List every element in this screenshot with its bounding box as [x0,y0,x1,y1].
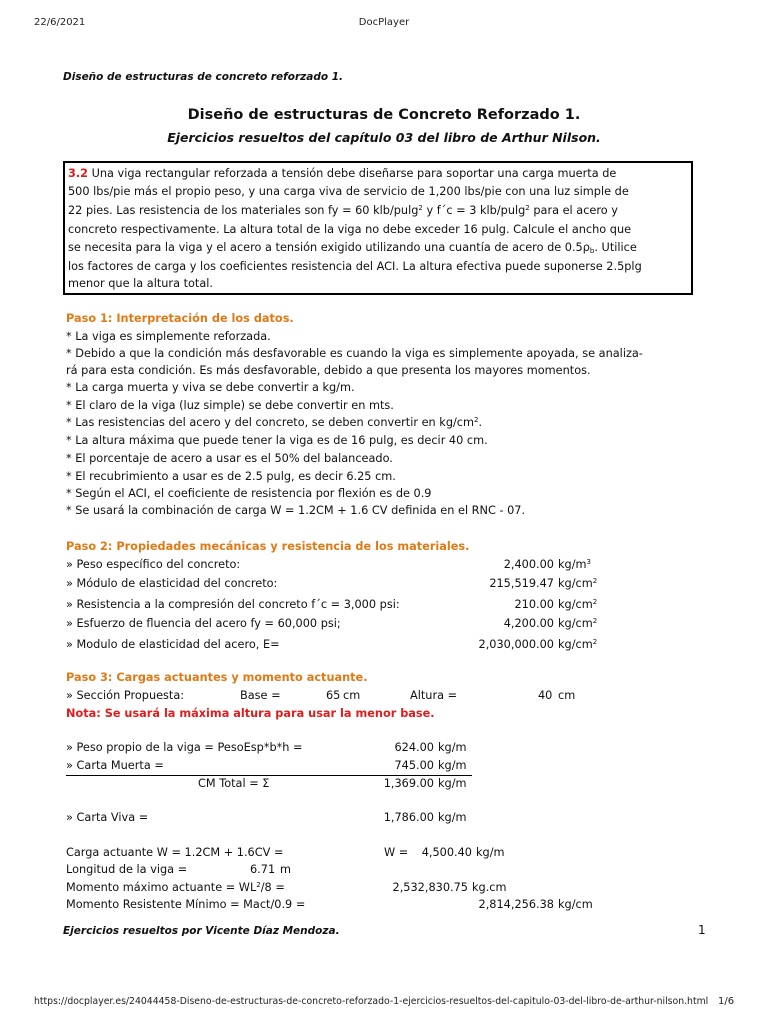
paso1-item: * Según el ACI, el coeficiente de resistencia por flexión es de 0.9 [66,487,432,500]
seccion-label: » Sección Propuesta: [66,689,185,702]
w-label: W = [384,846,409,859]
paso2-heading: Paso 2: Propiedades mecánicas y resistencia de los materiales. [66,540,470,553]
paso2-value: 2,400.00 [503,558,554,571]
paso2-unit: $kg/cm^2$ [558,638,598,651]
paso2-label: » Modulo de elasticidad del acero, E= [66,638,280,651]
problem-statement-box [63,161,693,295]
paso2-label: » Módulo de elasticidad del concreto: [66,577,278,590]
base-label: Base = [240,689,281,702]
momento-maximo-label: Momento máximo actuante = $WL^2/8$ = [66,881,285,894]
document-subtitle: Ejercicios resueltos del capítulo 03 del libro de Arthur Nilson. [167,130,601,145]
paso1-item: * Las resistencias del acero y del concreto, se deben convertir en $kg/cm^2$. [66,416,483,429]
problem-line-3: 22 pies. Las resistencia de los materiales son fy = 60 klb/pulg$^2$ y f´c = 3 klb/pulg$^2$ para el acero y [68,204,618,217]
document-title: Diseño de estructuras de Concreto Reforzado 1. [187,107,581,123]
paso2-value: 215,519.47 [489,577,554,590]
sum-divider-line [66,775,472,776]
momento-maximo-unit: kg.cm [472,881,507,894]
paso1-item: * El claro de la viga (luz simple) se debe convertir en mts. [66,399,394,412]
paso1-item: * La altura máxima que puede tener la viga es de 16 pulg, es decir 40 cm. [66,434,488,447]
longitud-unit: m [280,863,292,876]
peso-propio-unit: kg/m [438,741,467,754]
base-unit: cm [343,689,361,702]
carta-viva-unit: kg/m [438,811,467,824]
document-page-number: 1 [698,923,706,937]
paso2-label: » Peso específico del concreto: [66,558,241,571]
longitud-label: Longitud de la viga = [66,863,188,876]
print-page-indicator: 1/6 [718,996,735,1007]
print-date: 22/6/2021 [34,17,86,28]
paso2-label: » Resistencia a la compresión del concreto f´c = 3,000 psi: [66,598,400,611]
paso1-item: * Se usará la combinación de carga W = 1.2CM + 1.6 CV definida en el RNC - 07. [66,504,526,517]
paso2-value: 2,030,000.00 [478,638,554,651]
paso1-item: * El recubrimiento a usar es de 2.5 pulg, es decir 6.25 cm. [66,470,396,483]
momento-resistente-unit: kg/cm [558,898,593,911]
carta-muerta-value: 745.00 [394,759,434,772]
problem-line-7: menor que la altura total. [68,277,214,290]
longitud-value: 6.71 [250,863,276,876]
altura-label: Altura = [410,689,458,702]
paso3-heading: Paso 3: Cargas actuantes y momento actuante. [66,671,368,684]
altura-value: 40 [538,689,553,702]
paso2-label: » Esfuerzo de fluencia del acero fy = 60,000 psi; [66,617,341,630]
paso1-item: * El porcentaje de acero a usar es el 50% del balanceado. [66,452,393,465]
problem-line-1: 3.2 Una viga rectangular reforzada a tensión debe diseñarse para soportar una carga muerta de [68,167,617,180]
paso2-unit: $kg/cm^2$ [558,598,598,611]
carta-viva-label: » Carta Viva = [66,811,149,824]
paso2-unit: $kg/cm^2$ [558,617,598,630]
problem-line-6: los factores de carga y los coeficientes resistencia del ACI. La altura efectiva puede suponerse 2.5plg [68,260,642,273]
w-unit: kg/m [476,846,505,859]
paso2-value: 210.00 [514,598,554,611]
paso1-item: * La carga muerta y viva se debe convertir a kg/m. [66,381,355,394]
carta-viva-value: 1,786.00 [383,811,434,824]
paso2-value: 4,200.00 [503,617,554,630]
problem-line-4: concreto respectivamente. La altura total de la viga no debe exceder 16 pulg. Calcule el ancho que [68,223,632,236]
peso-propio-label: » Peso propio de la viga = PesoEsp*b*h = [66,741,303,754]
author-footer: Ejercicios resueltos por Vicente Díaz Mendoza. [63,925,340,937]
paso1-item: rá para esta condición. Es más desfavorable, debido a que presenta los mayores momentos. [66,364,591,377]
problem-line-5: se necesita para la viga y el acero a tensión exigido utilizando una cuantía de acero de $0.5\rho_b$. Utilice [68,241,637,255]
cm-total-value: 1,369.00 [383,777,434,790]
print-site-title: DocPlayer [358,17,410,28]
running-header: Diseño de estructuras de concreto reforzado 1. [63,71,344,83]
paso1-item: * La viga es simplemente reforzada. [66,330,271,343]
w-value: 4,500.40 [421,846,472,859]
momento-resistente-label: Momento Resistente Mínimo = Mact/0.9 = [66,898,306,911]
paso2-unit: $kg/cm^2$ [558,577,598,590]
carga-actuante-label: Carga actuante W = 1.2CM + 1.6CV = [66,846,284,859]
carta-muerta-label: » Carta Muerta = [66,759,164,772]
altura-unit: cm [558,689,576,702]
cm-total-unit: kg/m [438,777,467,790]
momento-resistente-value: 2,814,256.38 [478,898,554,911]
carta-muerta-unit: kg/m [438,759,467,772]
paso1-heading: Paso 1: Interpretación de los datos. [66,312,294,325]
paso2-unit: $kg/m^3$ [558,558,591,571]
momento-maximo-value: 2,532,830.75 [392,881,468,894]
problem-line-2: 500 lbs/pie más el propio peso, y una carga viva de servicio de 1,200 lbs/pie con una luz simple de [68,185,629,198]
cm-total-label: CM Total = Σ [198,777,270,790]
print-url[interactable]: https://docplayer.es/24044458-Diseno-de-estructuras-de-concreto-reforzado-1-ejercicios-resueltos-del-capitulo-03-del-libro-de-arthur-nilson.html [34,996,709,1007]
nota-altura: Nota: Se usará la máxima altura para usar la menor base. [66,707,435,720]
paso1-item: * Debido a que la condición más desfavorable es cuando la viga es simplemente apoyada, se analiza- [66,347,643,360]
peso-propio-value: 624.00 [394,741,434,754]
problem-number: 3.2 [68,167,89,180]
base-value: 65 [326,689,341,702]
